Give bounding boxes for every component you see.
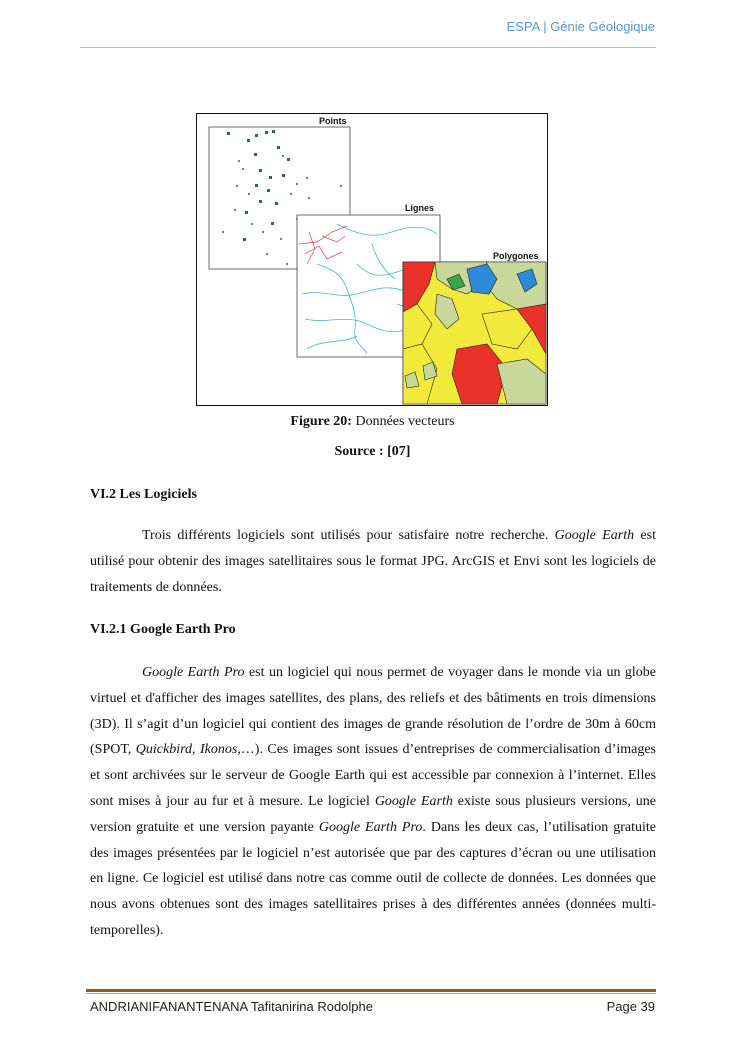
paragraph-text: , <box>192 742 200 758</box>
section-heading-vi2: VI.2 Les Logiciels <box>90 487 197 502</box>
italic-term: Quickbird <box>135 742 193 758</box>
figure-caption-number: Figure 20: <box>290 414 352 429</box>
footer-author: ANDRIANIFANANTENANA Tafitanirina Rodolphe <box>90 999 373 1014</box>
paragraph-text: est un logiciel qui nous permet de voyager dans le monde via un globe virtuel et d'afficher des images satellites, des plans, des reliefs et des bâtiments en trois dimensions (3D). Il s’agit d’un logiciel qui contient des images de grande résolution de l’ordre de 30m à 60cm (SPOT, <box>90 665 656 758</box>
italic-term: Google Earth <box>554 528 635 543</box>
italic-term: Google Earth Pro <box>142 665 245 680</box>
italic-term: Google Earth <box>374 793 453 809</box>
header-divider <box>80 47 656 48</box>
paragraph-text: existe sous plusieurs versions, une version gratuite et une version payante <box>90 793 657 835</box>
figure-caption-text: Données vecteurs <box>351 414 455 429</box>
paragraph-text: . Dans les deux cas, l’utilisation gratuite des images présentées par le logiciel n’est autorisée que par des captures d’écran ou une utilisation en ligne. Ce logiciel est utilisé dans notre cas comme outil de collecte de données. Les données que nous avons obtenues sont des images satellitaires prises à des différentes années (données multi-temporelles). <box>90 819 656 938</box>
footer-page-number: Page 39 <box>606 999 655 1014</box>
paragraph-text: ,…). Ces images sont issues d’entreprises de commercialisation d’images et sont archivées sur le serveur de Google Earth qui est accessible par connexion à l’internet. Elles sont mises à jour au fur et à mesure. Le logiciel <box>90 742 656 809</box>
vector-data-figure <box>196 113 548 406</box>
running-header: ESPA | Génie Géologique <box>506 19 655 34</box>
points-label: Points <box>319 116 347 126</box>
polygons-label: Polygones <box>493 251 539 261</box>
paragraph-text: Trois différents logiciels sont utilisés pour satisfaire notre recherche. <box>142 528 555 543</box>
lines-label: Lignes <box>405 203 435 213</box>
paragraph-google-earth-pro <box>90 660 656 944</box>
paragraph-text: est utilisé pour obtenir des images satellitaires sous le format JPG. ArcGIS et Envi sont les logiciels de traitements de données. <box>90 528 656 595</box>
paragraph-logiciels <box>90 523 656 600</box>
italic-term: Google Earth Pro <box>318 819 423 835</box>
italic-term: Ikonos <box>199 742 238 758</box>
section-heading-vi21: VI.2.1 Google Earth Pro <box>90 622 236 637</box>
footer-divider <box>86 989 656 992</box>
figure-source: Source : [07] <box>334 444 411 459</box>
footer-divider-thin <box>86 993 656 994</box>
figure-caption <box>0 414 745 430</box>
vector-data-illustration <box>197 114 547 405</box>
